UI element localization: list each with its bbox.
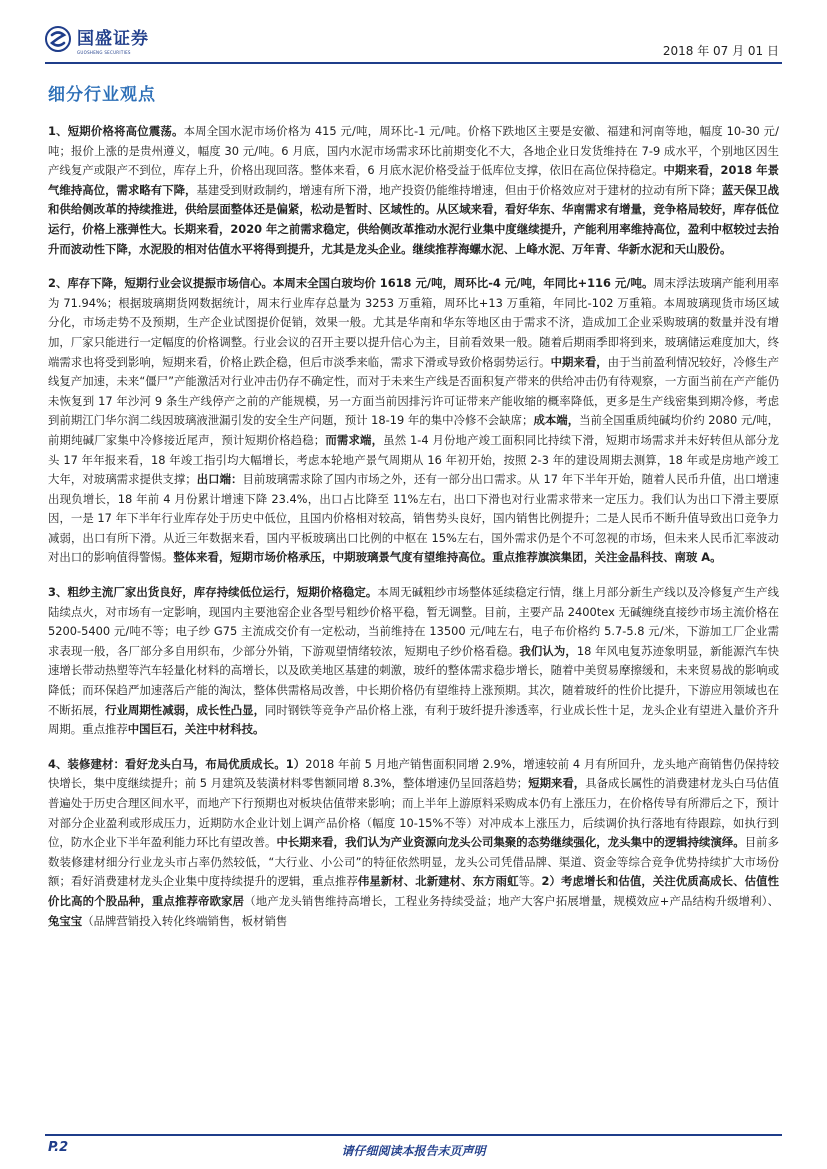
text-run: 1）	[285, 756, 306, 771]
guosheng-logo-icon	[45, 26, 71, 52]
body-content	[48, 122, 779, 931]
paragraph-glass	[48, 274, 779, 568]
paragraph-cement	[48, 122, 779, 259]
brand-subtext: GUOSHENG SECURITIES	[77, 50, 131, 55]
text-run: 3、粗纱主流厂家出货良好，库存持续低位运行，短期价格稳定。	[48, 585, 378, 600]
text-run: 而需求端，	[325, 432, 384, 447]
text-run: 18 年风电复苏迹象明显，新能源汽车快速增长带动热塑等汽车轻量化材料的高增长，以及欧美地区基建的刺激，玻纤的整体需求稳步增长，随着中美贸易摩擦缓和，未来贸易战的影响或降低；而环保趋严加速落后产能的淘汰，整体供需格局改善，中长期价格仍有望维持上涨预期。其次，随着玻纤的性价比提升，下游应用领域也在不断拓展，	[48, 643, 779, 717]
text-run: 成本端，	[533, 413, 580, 428]
text-run: 2）考虑增长和估值，关注优质高成长、估值性价比高的个股品种，重点推荐帝欧家居	[48, 874, 779, 908]
text-run: 中国巨石，关注中材科技。	[127, 722, 265, 737]
text-run: 同时钢铁等竞争产品价格上涨，有利于玻纤提升渗透率，行业成长性十足，龙头企业有望进入量价齐升周期。重点推荐	[48, 702, 779, 737]
text-run: 周末浮法玻璃产能利用率为 71.94%；根据玻璃期货网数据统计，周末行业库存总量为 3253 万重箱，周环比+13 万重箱，年同比-102 万重箱。本周玻璃现货市场区域分化，市场走势不及预期，生产企业试图提价促销，效果一般。尤其是华南和华东等地区由于需求不济，造成加工企业采购玻璃的数量并没有增加，厂家只能进行一定幅度的价格调整。行业会议的召开主要以提升信心为主，目前看效果一般。随着后期雨季即将到来，玻璃储运难度加大，终端需求也将受到影响，短期来看，价格止跌企稳，但后市淡季来临，需求下滑或导致价格弱势运行。	[48, 276, 779, 369]
text-run: 2018 年前 5 月地产销售面积同增 2.9%，增速较前 4 月有所回升，龙头地产商销售仍保持较快增长，集中度继续提升；前 5 月建筑及装潢材料零售额同增 8.3%，整体增速仍呈回落趋势；	[48, 756, 779, 791]
page-number: P.2	[48, 1140, 69, 1155]
text-run: 目前多数装修建材细分行业龙头市占率仍然较低，“大行业、小公司”的特征依然明显，龙头公司凭借品牌、渠道、资金等综合竞争优势持续扩大市场份额；看好消费建材龙头企业集中度持续提升的逻辑，重点推荐	[48, 835, 779, 889]
text-run: 短期来看，	[528, 776, 586, 791]
text-run: 4、装修建材：看好龙头白马，布局优质成长。	[48, 756, 286, 771]
section-title: 细分行业观点	[48, 85, 156, 105]
header-divider	[45, 62, 782, 64]
text-run: 当前全国重质纯碱均价约 2080 元/吨，前期纯碱厂家集中冷修接近尾声，预计短期价格趋稳；	[48, 413, 779, 447]
text-run: 中期来看，2018 年景气维持高位，需求略有下降，	[48, 163, 780, 197]
page-header	[0, 0, 827, 68]
report-date: 2018 年 07 月 01 日	[662, 44, 779, 58]
text-run: 等。	[518, 874, 542, 889]
paragraph-decoration-materials	[48, 755, 779, 931]
text-run: 行业周期性减弱，成长性凸显，	[105, 702, 266, 717]
text-run: 中期来看，	[550, 354, 608, 369]
footer-divider	[45, 1134, 782, 1136]
brand-name: 国盛证券	[77, 29, 149, 49]
text-run: 由于当前盈利情况较好，冷修生产线复产加速，未来“僵尸”产能激活对行业冲击仍存不确定性，而对于未来生产线是否面积复产带来的供给冲击仍有待观察，一方面当前在产产能仍未恢复到 17 年沙河 9 条生产线停产之前的产能规模，另一方面当前因排污许可证带来产能收缩的概率降低，更多是生产线密集到期冷修，考虑到前期江门华尔润二线因玻璃液泄漏引发的安全生产问题，预计 18-19 年的集中冷修不会缺席；	[48, 354, 779, 428]
text-run: （品牌营销投入转化终端销售，板材销售	[82, 913, 288, 928]
brand-logo	[45, 26, 149, 55]
text-run: 具备成长属性的消费建材龙头白马估值普遍处于历史合理区间水平，而地产下行预期也对板块估值带来影响；而上半年上游原料采购成本仍有上涨压力，在价格传导有所滞后之下，预计对部分企业盈利或形成压力，近期防水企业计划上调产品价格（幅度 10-15%不等）对冲成本上涨压力，后续调价执行落地有待跟踪，如执行到位，防水企业下半年盈利能力环比有望改善。	[48, 776, 779, 850]
text-run: 蓝天保卫战和供给侧改革的持续推进，供给层面整体还是偏紧，松动是暂时、区域性的。从区域来看，看好华东、华南需求有增量，竞争格局较好，库存低位运行，价格上涨弹性大。长期来看，2020 年之前需求稳定，供给侧改革推动水泥行业集中度继续提升，产能利用率维持高位，盈利中枢较过去抬升而波动性下降，水泥股的相对估值水平将得到提升，尤其是龙头企业。继续推荐海螺水泥、上峰水泥、万年青、华新水泥和天山股份。	[48, 182, 779, 256]
text-run: 伟星新材、北新建材、东方雨虹	[357, 874, 519, 889]
text-run: 我们认为，	[519, 643, 577, 658]
text-run: 目前玻璃需求除了国内市场之外，还有一部分出口需求。从 17 年下半年开始，随着人民币升值，出口增速出现负增长，18 年前 4 月份累计增速下降 23.4%，出口占比降至 11%左右，出口下滑也对行业需求带来一定压力。我们认为出口下滑主要原因，一是 17 年下半年行业库存处于历史中低位，且国内价格相对较高，销售势头良好，国内销售比例提升；二是人民币不断升值导致出口竞争力减弱，出口有所下滑。从近三年数据来看，国内平板玻璃出口比例的中枢在 15%左右，国外需求仍是个不可忽视的市场，但未来人民币汇率波动对出口的影响值得警惕。	[48, 472, 779, 565]
text-run: （地产龙头销售维持高增长，工程业务持续受益；地产大客户拓展增量，规模效应+产品结构升级增利）、	[244, 893, 779, 908]
text-run: 本周无碱粗纱市场整体延续稳定行情，继上月部分新生产线以及冷修复产生产线陆续点火，对市场有一定影响，现国内主要池窑企业各型号粗纱价格平稳，暂无调整。目前，主要产品 2400tex 无碱缠绕直接纱市场主流价格在 5200-5400 元/吨不等；电子纱 G75 主流成交价有一定松动，当前维持在 13500 元/吨左右，电子布价格约 5.7-5.8 元/米，下游加工厂企业需求表现一般，各厂部分多自用织布，少部分外销，下游观望情绪较浓，短期电子纱价格看稳。	[48, 585, 779, 658]
text-run: 1、短期价格将高位震荡。	[48, 124, 184, 138]
text-run: 2、库存下降，短期行业会议提振市场信心。本周末全国白玻均价 1618 元/吨，周环比-4 元/吨，年同比+116 元/吨。	[48, 276, 654, 291]
footer-disclaimer: 请仔细阅读本报告末页声明	[341, 1144, 486, 1158]
paragraph-fiberglass	[48, 583, 779, 740]
text-run: 本周全国水泥市场价格为 415 元/吨，周环比-1 元/吨。价格下跌地区主要是安徽、福建和河南等地，幅度 10-30 元/吨；报价上涨的是贵州遵义，幅度 30 元/吨。6 月底，国内水泥市场需求环比前期变化不大，各地企业日发货维持在 7-9 成水平，个别地区因生产线复产或限产不到位，库存上升，价格出现回落。整体来看，6 月底水泥价格受益于低库位支撑，依旧在高位保持稳定。	[48, 124, 779, 178]
text-run: 兔宝宝	[48, 913, 83, 928]
text-run: 中长期来看，我们认为产业资源向龙头公司集聚的态势继续强化，龙头集中的逻辑持续演绎。	[276, 835, 745, 850]
text-run: 整体来看，短期市场价格承压，中期玻璃景气度有望维持高位。重点推荐旗滨集团，关注金晶科技、南玻 A。	[173, 550, 722, 565]
text-run: 基建受到财政制约，增速有所下滑，地产投资仍能维持增速，但由于价格效应对于建材的拉动有所下降；	[196, 182, 722, 197]
text-run: 虽然 1-4 月份地产竣工面积同比持续下滑，短期市场需求并未好转但从部分龙头 17 年年报来看，18 年竣工指引均大幅增长，考虑本轮地产景气周期从 16 年初开始，按照 2-3 年的建设周期去测算，18 年或是房地产竣工大年，对玻璃需求提供支撑；	[48, 432, 779, 487]
text-run: 出口端：	[196, 472, 243, 487]
